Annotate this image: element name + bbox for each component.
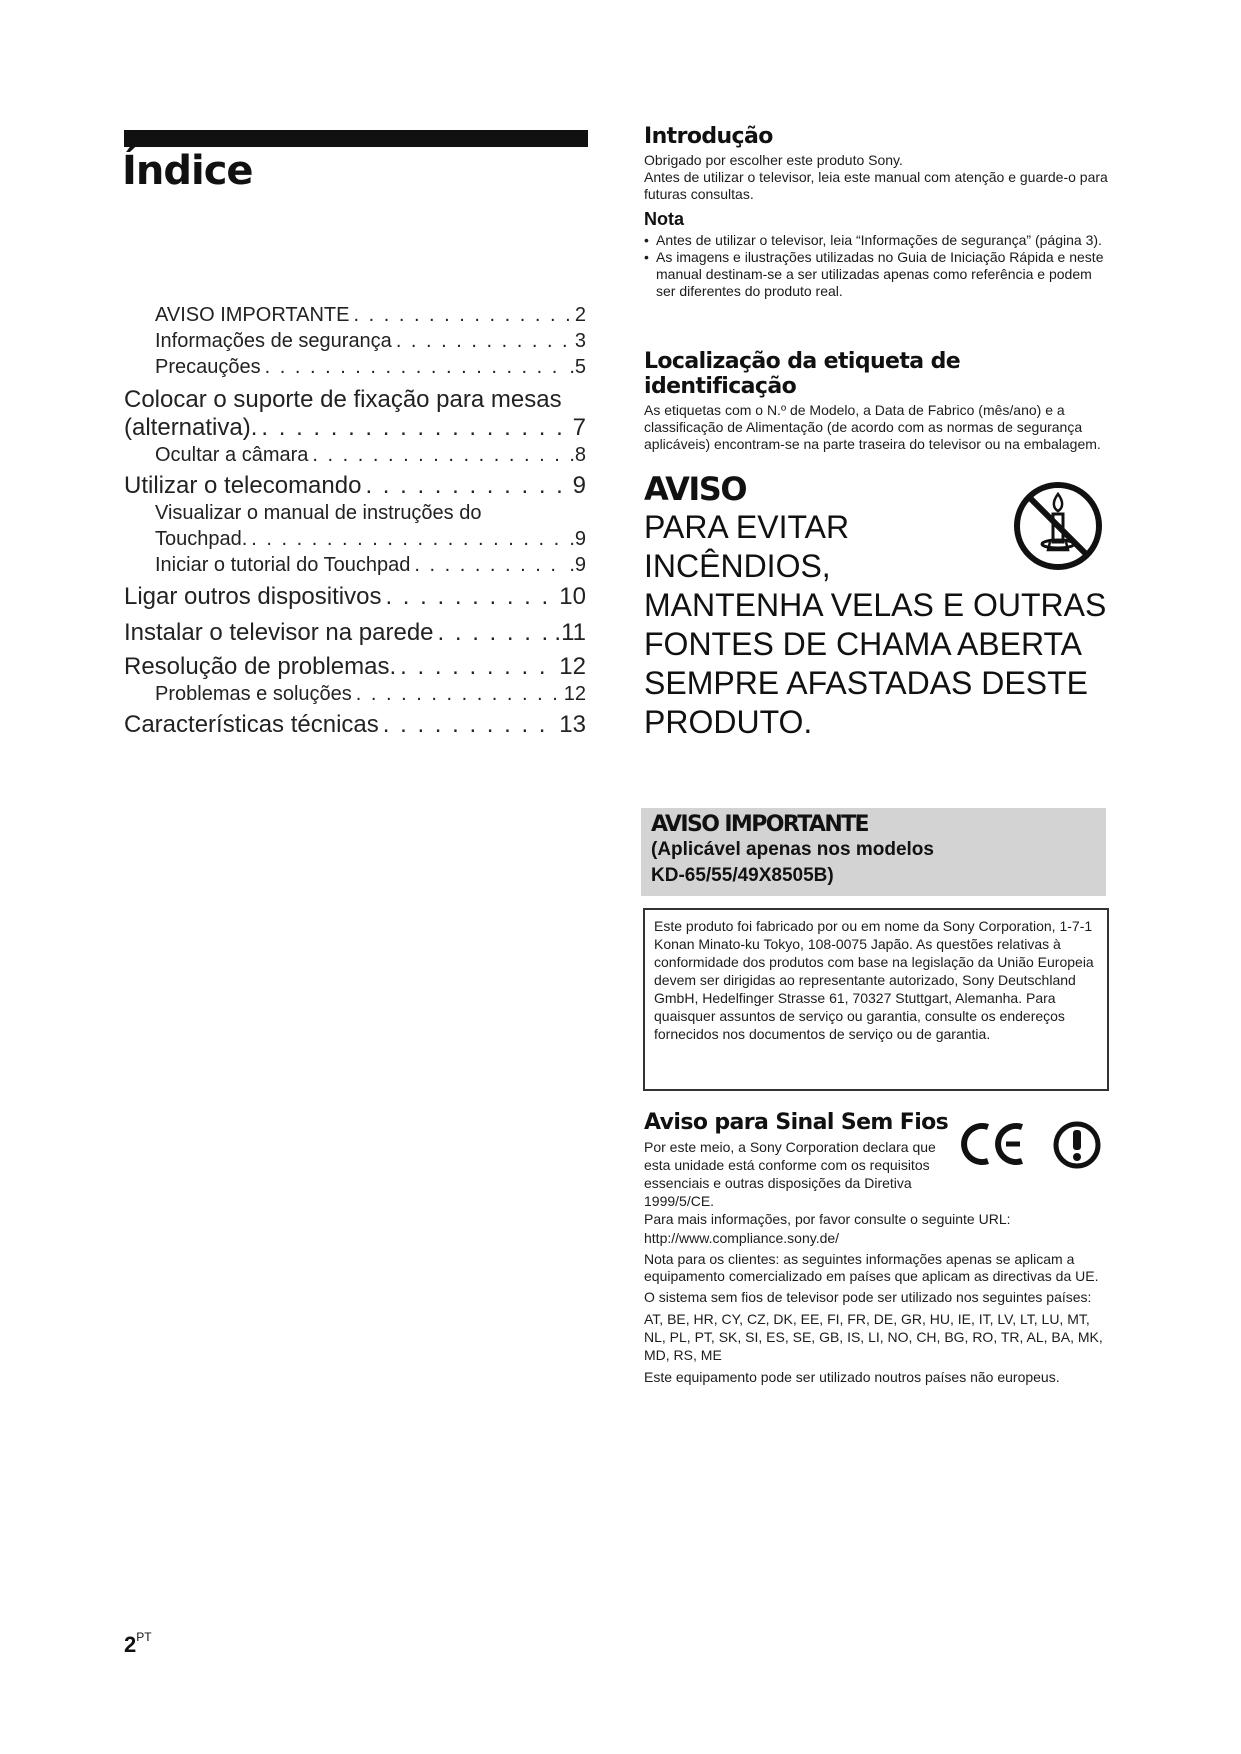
nota-title: Nota bbox=[644, 209, 684, 229]
intro-title: Introdução bbox=[644, 124, 773, 149]
wireless-non-eu: Este equipamento pode ser utilizado noutros países não europeus. bbox=[644, 1369, 1060, 1385]
important-notice-banner bbox=[641, 808, 1106, 896]
nota-bullet-1: • Antes de utilizar o televisor, leia “Informações de segurança” (página 3). bbox=[644, 232, 1108, 249]
aviso-line-3: MANTENHA VELAS E OUTRAS bbox=[644, 587, 1107, 623]
toc-entry-touchpad-manual[interactable]: Touchpad. . . . .9 bbox=[124, 526, 586, 552]
wireless-more-info: Para mais informações, por favor consulte o seguinte URL: bbox=[644, 1211, 1011, 1227]
wireless-country-list: AT, BE, HR, CY, CZ, DK, EE, FI, FR, DE, GR, HU, IE, IT, LV, LT, LU, MT, NL, PL, PT, SK, SI, ES, SE, GB, IS, LI, NO, CH, BG, RO, TR, AL, BA, MK, MD, RS, ME bbox=[644, 1311, 1103, 1363]
toc-entry-touchpad-tutorial[interactable]: Iniciar o tutorial do Touchpad . . . .9 bbox=[124, 552, 586, 578]
toc-entry-telecomando[interactable]: Utilizar o telecomando . . . 9 bbox=[124, 472, 586, 500]
wireless-title: Aviso para Sinal Sem Fios bbox=[644, 1110, 949, 1135]
toc-entry-aviso-importante[interactable]: AVISO IMPORTANTE . . . 2 bbox=[124, 302, 586, 328]
alert-mark-icon bbox=[1052, 1120, 1102, 1175]
page-language: PT bbox=[136, 1630, 152, 1644]
page-number: $2^{PT}$ bbox=[124, 1630, 152, 1657]
wireless-eu-note: Nota para os clientes: as seguintes informações apenas se aplicam a equipamento comercializado em países que aplicam as directivas da UE. bbox=[644, 1251, 1099, 1284]
compliance-url[interactable]: http://www.compliance.sony.de/ bbox=[644, 1230, 840, 1246]
important-notice-sub-1: (Aplicável apenas nos modelos bbox=[651, 839, 934, 860]
toc-entry-precaucoes[interactable]: Precauções . . . .5 bbox=[124, 354, 586, 380]
important-notice-sub-2: KD-65/55/49X8505B) bbox=[651, 865, 834, 886]
toc-entry-informacoes-seguranca[interactable]: Informações de segurança . . . 3 bbox=[124, 328, 586, 354]
toc-entry-caracteristicas[interactable]: Características técnicas . . . 13 bbox=[124, 711, 586, 739]
wireless-declaration: Por este meio, a Sony Corporation declara que esta unidade está conforme com os requisitos essenciais e outras disposições da Diretiva 1999/5/CE. bbox=[644, 1139, 936, 1209]
wireless-countries-intro: O sistema sem fios de televisor pode ser utilizado nos seguintes países: bbox=[644, 1289, 1092, 1305]
aviso-line-5: SEMPRE AFASTADAS DESTE bbox=[644, 665, 1088, 701]
aviso-line-6: PRODUTO. bbox=[644, 704, 813, 740]
index-heading-bar bbox=[124, 130, 588, 147]
nota-bullet-2: • As imagens e ilustrações utilizadas no Guia de Iniciação Rápida e neste manual destinam-se a ser utilizadas apenas como referência e podem ser diferentes do produto real. bbox=[644, 249, 1108, 300]
intro-read-manual: Antes de utilizar o televisor, leia este manual com atenção e guarde-o para futuras consultas. bbox=[644, 169, 1108, 202]
ce-mark-text: CE bbox=[958, 1166, 960, 1167]
toc-entry-suporte[interactable]: (alternativa). . . . 7 bbox=[124, 414, 586, 442]
intro-section bbox=[644, 124, 1108, 300]
label-location-section bbox=[644, 349, 1108, 453]
important-notice-title: AVISO IMPORTANTE bbox=[651, 812, 868, 837]
index-title: Índice bbox=[122, 148, 253, 194]
toc-entry-ligar-dispositivos[interactable]: Ligar outros dispositivos . . . 10 bbox=[124, 583, 586, 611]
wireless-section bbox=[644, 1110, 1108, 1386]
intro-thanks: Obrigado por escolher este produto Sony. bbox=[644, 152, 903, 168]
toc-entry-instalar-parede[interactable]: Instalar o televisor na parede . . . .11 bbox=[124, 619, 586, 647]
aviso-line-4: FONTES DE CHAMA ABERTA bbox=[644, 626, 1083, 662]
toc-entry-touchpad-manual-line1[interactable]: Visualizar o manual de instruções do bbox=[155, 502, 482, 524]
toc-entry-ocultar-camara[interactable]: Ocultar a câmara . . . .8 bbox=[124, 442, 586, 468]
manufacturer-info-box bbox=[643, 908, 1109, 1091]
toc-entry-problemas-solucoes[interactable]: Problemas e soluções . . . 12 bbox=[124, 681, 586, 707]
no-candle-icon bbox=[1012, 480, 1104, 577]
aviso-line-2: INCÊNDIOS, bbox=[644, 548, 831, 584]
aviso-line-1: PARA EVITAR bbox=[644, 509, 850, 545]
aviso-title: AVISO bbox=[644, 470, 747, 508]
label-location-title: Localização da etiqueta de identificação bbox=[644, 349, 961, 399]
toc-entry-resolucao-problemas[interactable]: Resolução de problemas. . . . 12 bbox=[124, 653, 586, 681]
manufacturer-info-text: Este produto foi fabricado por ou em nome da Sony Corporation, 1-7-1 Konan Minato-ku Tokyo, 108-0075 Japão. As questões relativas à conformidade dos produtos com base na legislação da União Europeia devem ser dirigidas ao representante autorizado, Sony Deutschland GmbH, Hedelfinger Strasse 61, 70327 Stuttgart, Alemanha. Para quaisquer assuntos de serviço ou garantia, consulte os endereços fornecidos nos documentos de serviço ou de garantia. bbox=[654, 918, 1094, 1042]
table-of-contents bbox=[124, 302, 586, 739]
label-location-text: As etiquetas com o N.º de Modelo, a Data de Fabrico (mês/ano) e a classificação de Alimentação (de acordo com as normas de segurança aplicáveis) encontram-se na parte traseira do televisor ou na embalagem. bbox=[644, 402, 1101, 452]
toc-entry-suporte-line1[interactable]: Colocar o suporte de fixação para mesas bbox=[124, 386, 562, 413]
ce-mark-icon bbox=[958, 1121, 1028, 1172]
